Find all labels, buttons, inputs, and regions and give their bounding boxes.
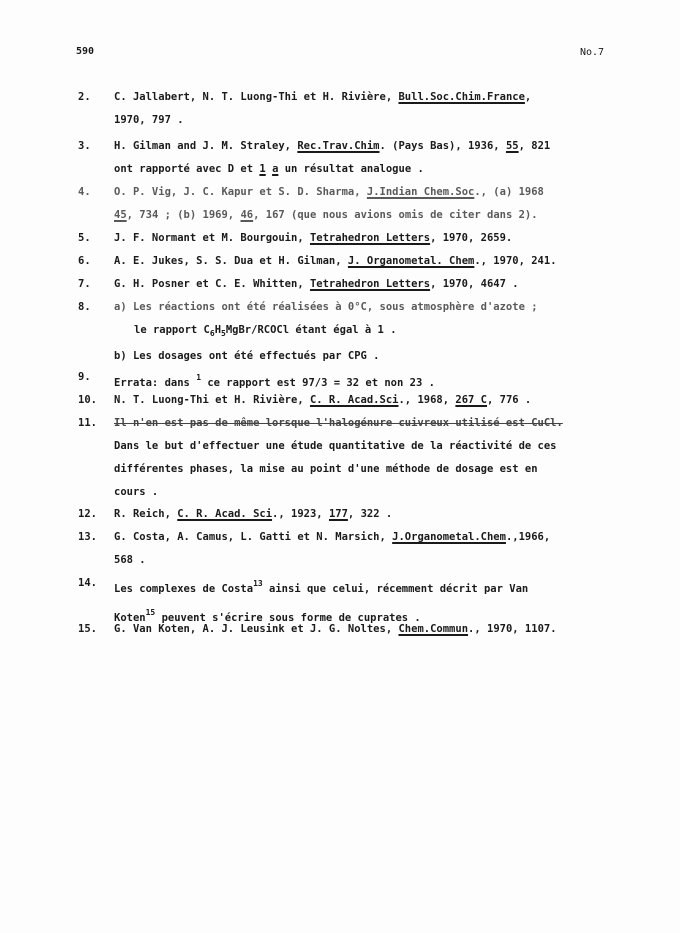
reference-authors: G. Costa, A. Camus, L. Gatti et N. Marsich, — [114, 531, 393, 543]
reference-text: ., 1968, — [398, 394, 456, 406]
reference-authors: G. H. Posner et C. E. Whitten, — [114, 278, 310, 290]
reference-text: le rapport C — [134, 324, 210, 336]
reference-text: ., 1970, 1107. — [468, 623, 557, 635]
reference-text: . (Pays Bas), 1936, — [379, 140, 506, 152]
volume-number: 55 — [505, 140, 519, 152]
journal-title: Chem.Commun — [398, 623, 469, 635]
reference-text: ., 1923, — [272, 508, 329, 520]
reference-line — [114, 618, 618, 641]
reference-line: Il n'en est pas de même lorsque l'halogénure cuivreux utilisé est CuCl. — [114, 417, 563, 429]
reference-number: 15. — [78, 623, 97, 635]
reference-line — [114, 273, 618, 296]
reference-line: Dans le but d'effectuer une étude quantitative de la réactivité de ces — [114, 440, 557, 452]
reference-text: Koten — [114, 612, 146, 624]
reference-number: 7. — [78, 278, 91, 290]
reference-7 — [78, 273, 618, 296]
reference-authors: J. F. Normant et M. Bourgouin, — [114, 232, 310, 244]
reference-text: ont rapporté avec D et — [114, 163, 260, 175]
volume-number: 267 C — [455, 394, 487, 406]
reference-line — [114, 227, 618, 250]
reference-text: , 821 — [518, 140, 551, 152]
reference-number: 12. — [78, 508, 97, 520]
reference-line — [114, 158, 618, 181]
reference-text: MgBr/RCOCl étant égal à 1 . — [225, 324, 397, 336]
reference-number: 5. — [78, 232, 91, 244]
reference-text: , 167 (que nous avions omis de citer dans 2). — [253, 209, 538, 221]
reference-number: 14. — [78, 577, 97, 589]
journal-title: Bull.Soc.Chim.France — [398, 91, 525, 103]
reference-number: 11. — [78, 417, 97, 429]
reference-text: Errata: dans — [114, 377, 197, 389]
reference-number: 4. — [78, 186, 91, 198]
superscript: 1 — [196, 373, 202, 382]
reference-line: différentes phases, la mise au point d'une méthode de dosage est en — [114, 463, 538, 475]
reference-number: 10. — [78, 394, 97, 406]
reference-line — [114, 526, 618, 549]
reference-line: b) Les dosages ont été effectués par CPG . — [114, 350, 380, 362]
reference-number: 8. — [78, 301, 91, 313]
journal-title: Rec.Trav.Chim — [297, 140, 380, 152]
journal-title: J. Organometal. Chem — [347, 255, 475, 267]
reference-number: 3. — [78, 140, 91, 152]
reference-text: H — [214, 324, 222, 336]
reference-authors: A. E. Jukes, S. S. Dua et H. Gilman, — [114, 255, 348, 267]
reference-number: 2. — [78, 91, 91, 103]
journal-title: J.Organometal.Chem — [392, 531, 506, 543]
volume-number: 45 — [114, 209, 127, 221]
compound-label: 1 — [259, 163, 266, 175]
reference-text: , 1970, 4647 . — [430, 278, 519, 290]
subscript: 5 — [221, 329, 226, 338]
journal-title: Tetrahedron Letters — [309, 278, 431, 290]
volume-number: 46 — [240, 209, 254, 221]
reference-line — [114, 389, 618, 412]
reference-4 — [78, 181, 618, 227]
reference-line — [114, 86, 618, 109]
reference-text: , 734 ; (b) 1969, — [126, 209, 241, 221]
subscript: 6 — [209, 329, 215, 338]
journal-title: J.Indian Chem.Soc — [366, 186, 475, 198]
reference-number: 9. — [78, 371, 91, 383]
reference-text: , 1970, 2659. — [430, 232, 513, 244]
reference-line — [114, 250, 618, 273]
superscript: 13 — [253, 579, 263, 588]
journal-title: C. R. Acad.Sci — [309, 394, 399, 406]
reference-authors: G. Van Koten, A. J. Leusink et J. G. Noltes, — [114, 623, 399, 635]
reference-line: a) Les réactions ont été réalisées à 0°C, sous atmosphère d'azote ; — [114, 301, 538, 313]
reference-line — [114, 135, 618, 158]
reference-text: peuvent s'écrire sous forme de cuprates . — [155, 612, 421, 624]
reference-number: 6. — [78, 255, 91, 267]
reference-text: ., 1970, 241. — [474, 255, 557, 267]
reference-line — [114, 503, 618, 526]
reference-3 — [78, 135, 618, 181]
reference-text: ainsi que celui, récemment décrit par Van — [262, 583, 529, 595]
reference-12 — [78, 503, 618, 526]
reference-text: ., (a) 1968 — [474, 186, 544, 198]
reference-text: , 776 . — [487, 394, 532, 406]
reference-line — [134, 319, 618, 345]
reference-6 — [78, 250, 618, 273]
reference-authors: C. Jallabert, N. T. Luong-Thi et H. Rivière, — [114, 91, 399, 103]
reference-text: Les complexes de Costa — [114, 583, 254, 595]
reference-text: , — [524, 91, 532, 103]
reference-number: 13. — [78, 531, 97, 543]
reference-text: un résultat analogue . — [278, 163, 424, 175]
reference-line — [114, 572, 618, 601]
superscript: 15 — [145, 608, 156, 617]
journal-title: C. R. Acad. Sci — [177, 508, 273, 520]
reference-authors: H. Gilman and J. M. Straley, — [114, 140, 298, 152]
reference-line — [114, 181, 618, 204]
reference-5 — [78, 227, 618, 250]
issue-number: No.7 — [580, 47, 605, 58]
reference-authors: N. T. Luong-Thi et H. Rivière, — [114, 394, 310, 406]
reference-text: ce rapport est 97/3 = 32 et non 23 . — [201, 377, 435, 389]
reference-13 — [78, 526, 618, 572]
journal-title: Tetrahedron Letters — [309, 232, 431, 244]
reference-2 — [78, 86, 618, 132]
reference-15 — [78, 618, 618, 641]
reference-line: 1970, 797 . — [114, 114, 184, 126]
reference-8 — [78, 296, 618, 368]
reference-line: cours . — [114, 486, 159, 498]
reference-line: 568 . — [114, 554, 146, 566]
reference-text: .,1966, — [505, 531, 551, 543]
volume-number: 177 — [328, 508, 348, 520]
reference-11 — [78, 412, 618, 504]
reference-authors: R. Reich, — [114, 508, 178, 520]
reference-authors: O. P. Vig, J. C. Kapur et S. D. Sharma, — [114, 186, 367, 198]
page-number: 590 — [76, 46, 95, 57]
reference-line — [114, 204, 618, 227]
compound-label: a — [272, 163, 279, 175]
reference-10 — [78, 389, 618, 412]
reference-text: , 322 . — [347, 508, 393, 520]
